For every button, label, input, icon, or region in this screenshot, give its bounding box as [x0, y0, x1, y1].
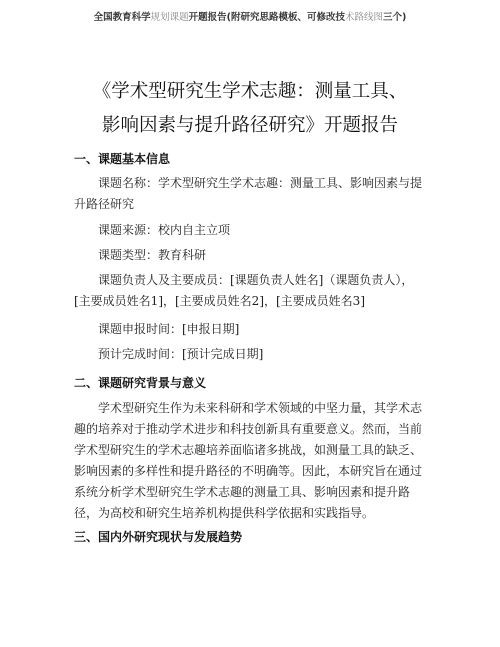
header-text-3: 课题 [169, 12, 189, 23]
section-heading-background: 二、课题研究背景与意义 [74, 376, 207, 390]
apply-time: 课题申报时间：[申报日期] [98, 322, 240, 336]
document-title [20, 75, 480, 143]
header-text-5: 术路线图 [345, 12, 384, 23]
project-name: 课题名称：学术型研究生学术志趣：测量工具、影响因素与提升路径研究 [74, 176, 423, 211]
project-source: 课题来源：校内自主立项 [98, 223, 231, 237]
page-header [0, 9, 500, 23]
expected-time: 预计完成时间：[预计完成日期] [98, 347, 264, 361]
document-title-line-2: 影响因素与提升路径研究》开题报告 [101, 115, 398, 136]
header-text-2: 规划 [150, 12, 170, 23]
document-title-line-1: 《学术型研究生学术志趣：测量工具、 [92, 81, 408, 102]
section-heading-research-status: 三、国内外研究现状与发展趋势 [74, 530, 243, 544]
project-members: 课题负责人及主要成员：[课题负责人姓名]（课题负责人），[主要成员姓名1]，[主要成员姓名2]，[主要成员姓名3] [74, 273, 414, 308]
background-paragraph: 学术型研究生作为未来科研和学术领域的中坚力量，其学术志趣的培养对于推动学术进步和科技创新具有重要意义。然而，当前学术型研究生的学术志趣培养面临诸多挑战，如测量工具的缺乏、影响因素的多样性和提升路径的不明确等。因此，本研究旨在通过系统分析学术型研究生学术志趣的测量工具、影响因素和提升路径，为高校和研究生培养机构提供科学依据和实践指导。 [74, 401, 423, 520]
project-type: 课题类型：教育科研 [98, 248, 207, 262]
header-text-6: 三个) [383, 12, 407, 23]
header-text-4: 开题报告(附研究思路模板、可修改技 [188, 12, 346, 23]
header-text-1: 全国教育科学 [93, 12, 151, 23]
section-heading-basic-info: 一、课题基本信息 [74, 152, 171, 166]
